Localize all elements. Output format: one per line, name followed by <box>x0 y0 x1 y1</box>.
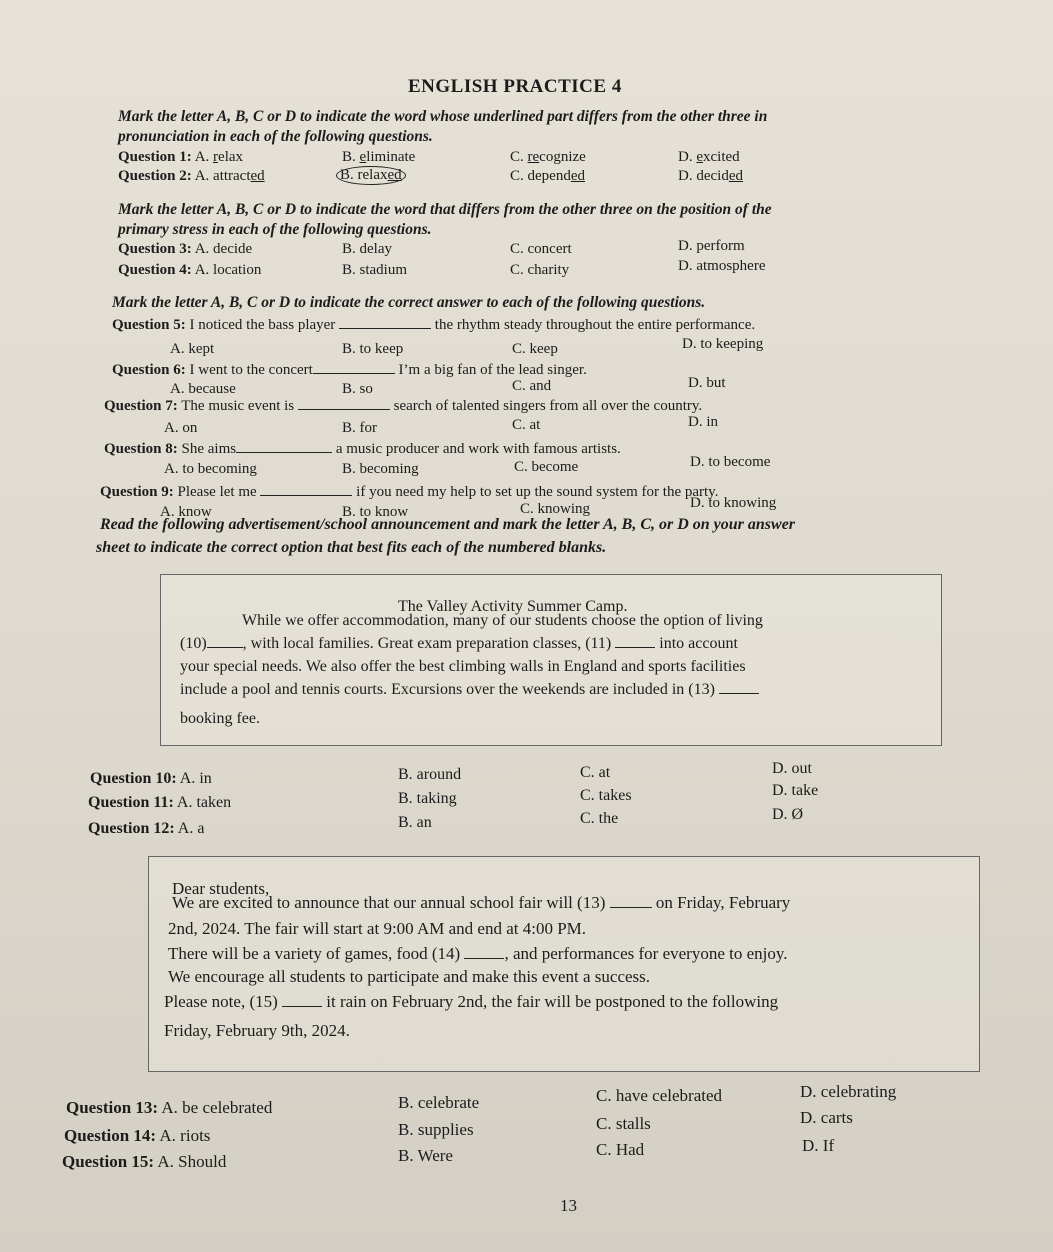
option-a: A. kept <box>170 341 215 357</box>
option-b: B. taking <box>398 790 457 807</box>
option-a: A. know <box>160 504 212 520</box>
notice-line: We encourage all students to participate and make this event a success. <box>168 967 651 986</box>
question-4: Question 4: A. location <box>118 262 262 278</box>
option-c: C. depended <box>510 168 585 184</box>
question-7: Question 7: The music event is search of talented singers from all over the country. <box>104 398 703 414</box>
option-c: C. stalls <box>596 1114 651 1133</box>
option-b: B. around <box>398 766 462 783</box>
option-c: C. takes <box>580 787 632 804</box>
section1-instruction: Mark the letter A, B, C or D to indicate the word whose underlined part differs from the other three in <box>118 108 768 125</box>
notice-line: Friday, February 9th, 2024. <box>164 1021 350 1040</box>
question-10: Question 10: A. in <box>90 770 212 787</box>
option-c: C. become <box>514 459 579 475</box>
section4-instruction: Read the following advertisement/school announcement and mark the letter A, B, C, or D on your answer <box>100 516 796 533</box>
question-11: Question 11: A. taken <box>88 794 232 811</box>
option-b: B. delay <box>342 241 392 257</box>
option-d: D. carts <box>800 1108 853 1127</box>
section2-instruction-cont: primary stress in each of the following questions. <box>118 221 432 238</box>
option-d: D. to knowing <box>690 495 777 511</box>
notice-line: Please note, (15) it rain on February 2nd, the fair will be postponed to the following <box>164 992 779 1011</box>
option-b: B. for <box>342 420 377 436</box>
question-8: Question 8: She aims a music producer and work with famous artists. <box>104 441 621 457</box>
notice-greeting: Dear students, <box>172 879 270 898</box>
option-c: C. recognize <box>510 149 586 165</box>
option-c: C. Had <box>596 1140 645 1159</box>
question-9: Question 9: Please let me if you need my help to set up the sound system for the party. <box>100 484 719 500</box>
option-c: C. have celebrated <box>596 1086 723 1105</box>
option-d: D. in <box>688 414 718 430</box>
advert-line: (10) , with local families. Great exam preparation classes, (11) into account <box>180 635 738 652</box>
option-b: B. stadium <box>342 262 408 278</box>
option-b: B. to know <box>342 504 409 520</box>
option-b: B. so <box>342 381 373 397</box>
section4-instruction-cont: sheet to indicate the correct option that best fits each of the numbered blanks. <box>96 539 607 556</box>
option-c: C. the <box>580 810 619 827</box>
question-label: Question 1: <box>118 149 192 165</box>
section2-instruction: Mark the letter A, B, C or D to indicate the word that differs from the other three on the position of the <box>118 201 772 218</box>
option-c: C. and <box>512 378 552 394</box>
page-number: 13 <box>560 1196 577 1215</box>
option-c: C. charity <box>510 262 570 278</box>
option-b: B. becoming <box>342 461 419 477</box>
option-c: C. at <box>580 764 611 781</box>
advert-line: include a pool and tennis courts. Excursions over the weekends are included in (13) <box>180 679 759 702</box>
option-a: A. on <box>164 420 198 436</box>
option-d: D. decided <box>678 168 743 184</box>
option-d: D. out <box>772 760 812 777</box>
question-6: Question 6: I went to the concert I’m a big fan of the lead singer. <box>112 362 587 378</box>
option-d: D. perform <box>678 238 745 254</box>
option-d: D. If <box>802 1136 835 1155</box>
option-c: C. knowing <box>520 501 591 517</box>
option-d: D. celebrating <box>800 1082 897 1101</box>
option-b: B. to keep <box>342 341 404 357</box>
notice-line: 2nd, 2024. The fair will start at 9:00 AM and end at 4:00 PM. <box>168 919 587 938</box>
option-c: C. concert <box>510 241 572 257</box>
question-15: Question 15: A. Should <box>62 1152 227 1171</box>
option-d: D. to keeping <box>682 336 764 352</box>
question-2: Question 2: A. attracted <box>118 168 265 184</box>
advert-line: While we offer accommodation, many of our students choose the option of living <box>242 612 763 629</box>
option-d: D. but <box>688 375 726 391</box>
question-12: Question 12: A. a <box>88 820 205 837</box>
option-d: D. atmosphere <box>678 258 766 274</box>
option-b: B. Were <box>398 1146 453 1165</box>
option-b: B. eliminate <box>342 149 416 165</box>
question-13: Question 13: A. be celebrated <box>66 1098 273 1117</box>
option-d: D. take <box>772 782 819 799</box>
advert-line: booking fee. <box>180 710 260 727</box>
option-d: D. excited <box>678 149 740 165</box>
question-5: Question 5: I noticed the bass player the rhythm steady throughout the entire performance. <box>112 317 756 333</box>
notice-line: We are excited to announce that our annual school fair will (13) on Friday, February <box>172 893 791 912</box>
question-label: Question 2: <box>118 168 192 184</box>
question-3: Question 3: A. decide <box>118 241 253 257</box>
option-b: B. supplies <box>398 1120 474 1139</box>
section1-instruction-cont: pronunciation in each of the following questions. <box>118 128 433 145</box>
notice-line: There will be a variety of games, food (14) , and performances for everyone to enjoy. <box>168 944 788 963</box>
option-b: B. an <box>398 814 432 831</box>
option-b: B. celebrate <box>398 1093 480 1112</box>
option-c: C. keep <box>512 341 558 357</box>
option-a: A. to becoming <box>164 461 257 477</box>
option-d: D. to become <box>690 454 771 470</box>
option-b-circled: B. relaxed <box>342 166 406 185</box>
advert-line: your special needs. We also offer the best climbing walls in England and sports facilities <box>180 658 746 675</box>
question-1: Question 1: A. relax <box>118 149 244 165</box>
question-14: Question 14: A. riots <box>64 1126 211 1145</box>
section3-instruction: Mark the letter A, B, C or D to indicate the correct answer to each of the following questions. <box>112 294 706 311</box>
option-c: C. at <box>512 417 541 433</box>
advert-title: The Valley Activity Summer Camp. <box>398 598 628 615</box>
option-d: D. Ø <box>772 806 804 823</box>
option-a: A. because <box>170 381 236 397</box>
page-title: ENGLISH PRACTICE 4 <box>408 76 622 97</box>
